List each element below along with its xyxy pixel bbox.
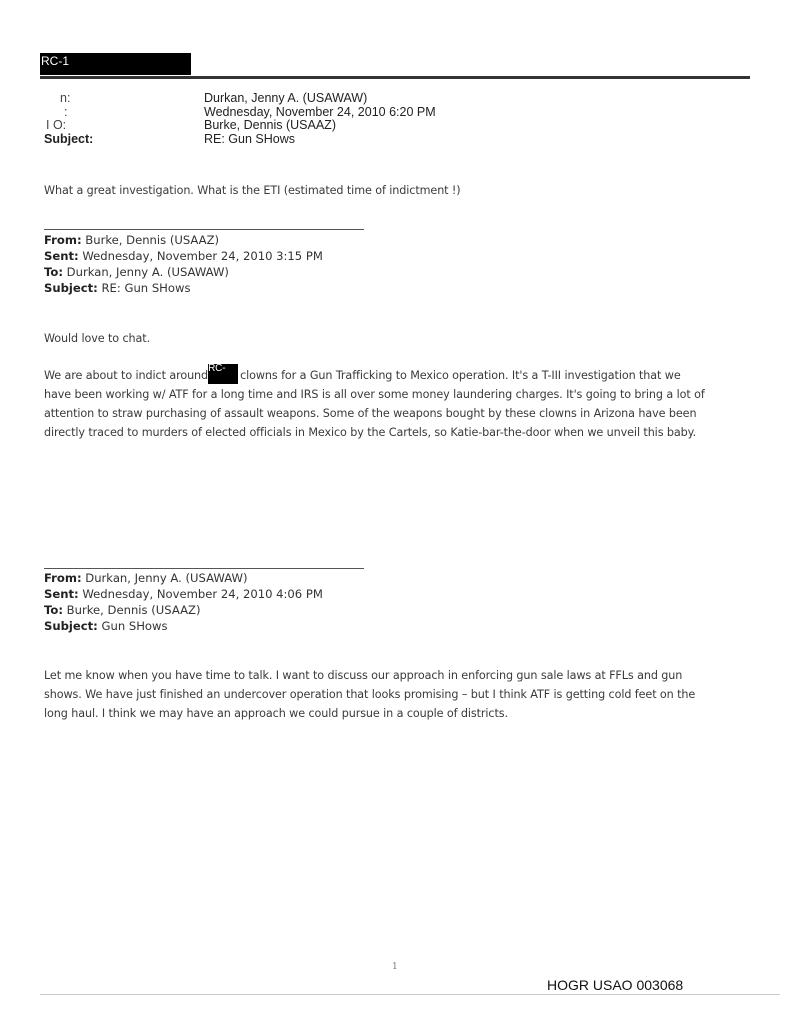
paragraph-line-1 xyxy=(44,364,705,385)
message3-sent-row xyxy=(44,586,323,602)
message-separator xyxy=(44,229,364,230)
message3-sent-label: Sent: xyxy=(44,587,79,601)
message3-line-1: Let me know when you have time to talk. I want to discuss our approach in enforcing gun sale laws at FFLs and gun xyxy=(44,669,683,682)
paragraph-line-2: have been working w/ ATF for a long time and IRS is all over some money laundering charges. It's going to bring a lot of xyxy=(44,388,705,401)
message2-to-value: Durkan, Jenny A. (USAWAW) xyxy=(66,265,229,279)
message2-paragraph xyxy=(44,364,705,442)
message2-sent-value: Wednesday, November 24, 2010 3:15 PM xyxy=(82,249,323,263)
paragraph-line-3: attention to straw purchasing of assault weapons. Some of the weapons bought by these clowns in Arizona have been xyxy=(44,407,697,420)
message3-to-label: To: xyxy=(44,603,63,617)
message2-subject-value: RE: Gun SHows xyxy=(101,281,191,295)
subject-value: RE: Gun SHows xyxy=(204,131,296,146)
message2-from-row xyxy=(44,232,323,248)
message3-sent-value: Wednesday, November 24, 2010 4:06 PM xyxy=(82,587,323,601)
message3-line-2: shows. We have just finished an undercover operation that looks promising – but I think ATF is getting cold feet on the xyxy=(44,688,696,701)
header-from-row xyxy=(44,92,704,106)
message2-subject-row xyxy=(44,280,323,296)
sent-value: Wednesday, November 24, 2010 6:20 PM xyxy=(204,104,436,119)
inline-redaction xyxy=(208,364,238,384)
header-to-row xyxy=(44,119,704,133)
header-sent-row xyxy=(44,106,704,120)
reply-text: What a great investigation. What is the ETI (estimated time of indictment !) xyxy=(44,184,461,197)
page-number: 1 xyxy=(392,962,398,972)
to-value: Burke, Dennis (USAAZ) xyxy=(204,118,336,132)
message-separator xyxy=(44,568,364,569)
message2-header xyxy=(44,232,323,296)
subject-label: Subject: xyxy=(44,131,94,146)
message2-from-label: From: xyxy=(44,233,82,247)
message3-to-row xyxy=(44,602,323,618)
message2-greeting: Would love to chat. xyxy=(44,332,151,345)
bates-number: HOGR USAO 003068 xyxy=(547,977,684,993)
sent-label: : xyxy=(64,104,68,119)
message2-subject-label: Subject: xyxy=(44,281,98,295)
from-value: Durkan, Jenny A. (USAWAW) xyxy=(204,91,368,105)
message3-subject-value: Gun SHows xyxy=(101,619,168,633)
message3-from-value: Durkan, Jenny A. (USAWAW) xyxy=(85,571,248,585)
paragraph-line-4: directly traced to murders of elected officials in Mexico by the Cartels, so Katie-bar-the-door when we unveil this baby. xyxy=(44,426,697,439)
message3-header xyxy=(44,570,323,634)
redaction-label: RC-1 xyxy=(41,54,70,68)
message3-subject-row xyxy=(44,618,323,634)
message2-sent-label: Sent: xyxy=(44,249,79,263)
message3-from-label: From: xyxy=(44,571,82,585)
header-subject-row xyxy=(44,133,704,147)
message3-line-3: long haul. I think we may have an approach we could pursue in a couple of districts. xyxy=(44,707,508,720)
to-label: I O: xyxy=(46,118,67,132)
message3-subject-label: Subject: xyxy=(44,619,98,633)
inline-redaction-label: RC- xyxy=(208,364,226,374)
paragraph-rest: clowns for a Gun Trafficking to Mexico operation. It's a T-III investigation that we xyxy=(240,369,681,382)
message2-to-row xyxy=(44,264,323,280)
footer-rule xyxy=(40,994,780,995)
message3-body xyxy=(44,666,695,723)
message2-to-label: To: xyxy=(44,265,63,279)
message3-from-row xyxy=(44,570,323,586)
message3-to-value: Burke, Dennis (USAAZ) xyxy=(66,603,201,617)
email-header xyxy=(44,92,704,146)
header-rule xyxy=(40,76,750,79)
paragraph-start: We are about to indict around xyxy=(44,369,209,382)
from-label: n: xyxy=(60,91,71,105)
message2-from-value: Burke, Dennis (USAAZ) xyxy=(85,233,220,247)
message2-sent-row xyxy=(44,248,323,264)
redaction-box xyxy=(40,53,191,75)
